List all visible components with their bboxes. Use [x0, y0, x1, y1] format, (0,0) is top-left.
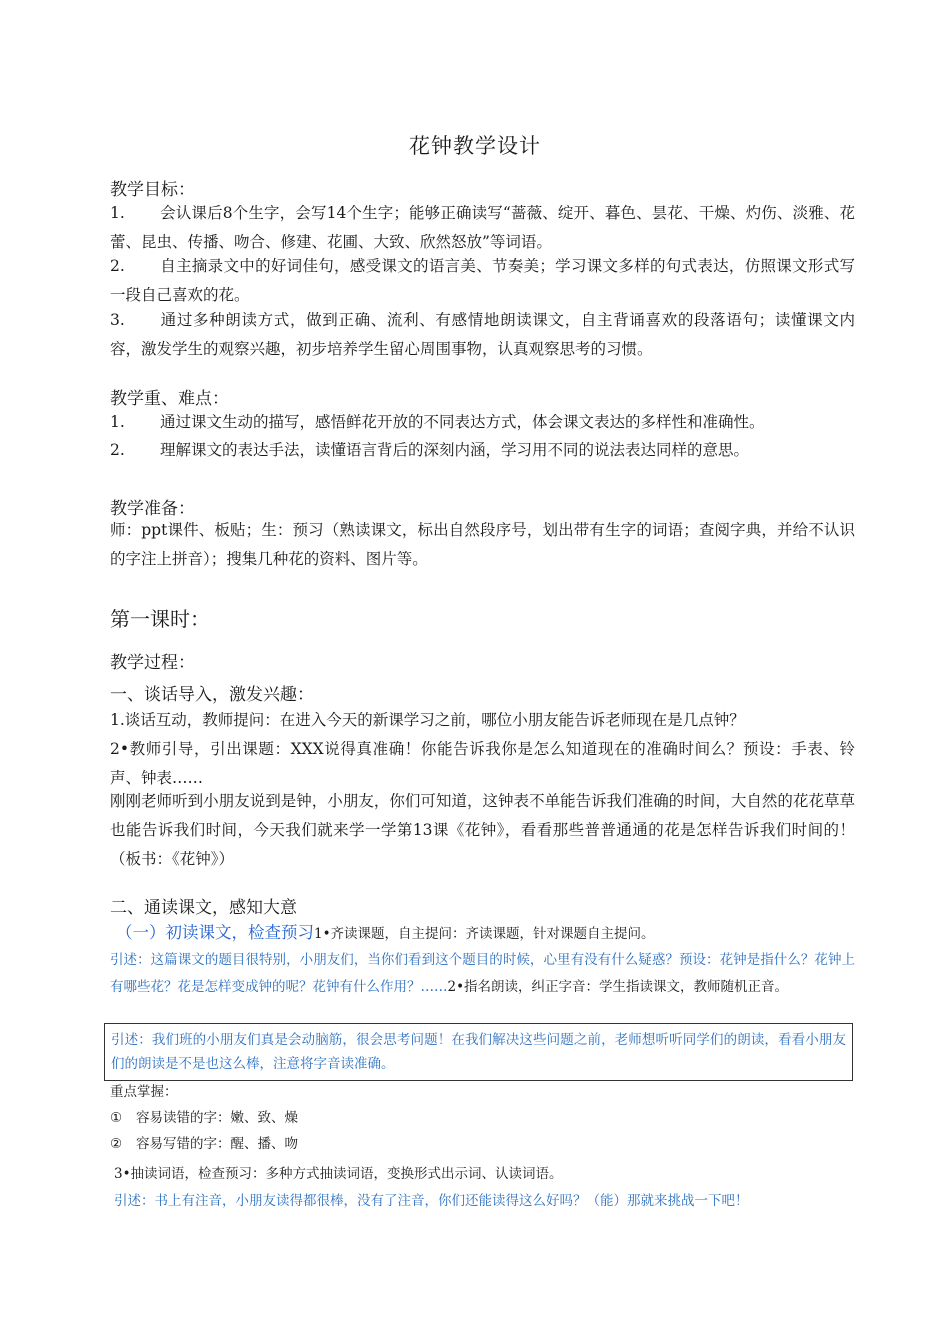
quote2-text: 引述：书上有注音，小朋友读得都很棒，没有了注音，你们还能读得这么好吗？（能）那就来挑战一下吧！ [114, 1193, 749, 1209]
keypoint-item-2-text: 理解课文的表达手法，读懂语言背后的深刻内涵，学习用不同的说法表达同样的意思。 [160, 441, 750, 459]
part2-sub-line [116, 919, 861, 948]
part1-heading: 一、谈话导入，激发兴趣： [110, 685, 314, 705]
part2-sub-rest: 1•齐读课题，自主提问：齐读课题，针对课题自主提问。 [314, 926, 655, 942]
process-heading: 教学过程： [110, 653, 195, 673]
keypoint-item-1 [110, 408, 855, 437]
goal-item-2-num: 2. [110, 257, 125, 275]
keypoints-heading: 教学重、难点： [110, 389, 229, 409]
part1-line1: 1.谈话互动，教师提问：在进入今天的新课学习之前，哪位小朋友能告诉老师现在是几点钟？ [110, 711, 745, 729]
focus-item-1-mark: ① [110, 1110, 123, 1126]
keypoint-item-1-num: 1. [110, 413, 125, 431]
goal-item-1 [110, 199, 855, 257]
goal-item-2 [110, 252, 855, 310]
part1-line2: 2•教师引导，引出课题：XXX说得真准确！你能告诉我你是怎么知道现在的准确时间么？预设：手表、铃声、钟表…… [110, 740, 855, 787]
lesson1-heading: 第一课时： [110, 607, 210, 631]
part1-line3: 刚刚老师听到小朋友说到是钟，小朋友，你们可知道，这钟表不单能告诉我们准确的时间，大自然的花花草草也能告诉我们时间，今天我们就来学一学第13课《花钟》，看看那些普普通通的花是怎样告诉我们时间的！（板书：《花钟》） [110, 792, 855, 868]
keypoint-item-2 [110, 436, 855, 465]
goal-item-1-text: 会认课后8个生字，会写14个生字；能够正确读写“蔷薇、绽开、暮色、昙花、干燥、灼伤、淡雅、花蕾、昆虫、传播、吻合、修建、花圃、大致、欣然怒放”等词语。 [110, 204, 855, 251]
goal-item-3 [110, 306, 855, 364]
step3-text: 3•抽读词语，检查预习：多种方式抽读词语，变换形式出示词、认读词语。 [114, 1166, 563, 1182]
focus-item-2 [110, 1131, 855, 1158]
prep-heading: 教学准备： [110, 499, 195, 519]
goal-item-2-text: 自主摘录文中的好词佳句，感受课文的语言美、节奏美；学习课文多样的句式表达，仿照课文形式写一段自己喜欢的花。 [110, 257, 855, 304]
focus-heading: 重点掌握： [110, 1084, 178, 1100]
prep-text: 师：ppt课件、板贴；生：预习（熟读课文，标出自然段序号，划出带有生字的词语；查阅字典，并给不认识的字注上拼音）；搜集几种花的资料、图片等。 [110, 521, 855, 568]
goal-item-3-text: 通过多种朗读方式，做到正确、流利、有感情地朗读课文，自主背诵喜欢的段落语句；读懂课文内容，激发学生的观察兴趣，初步培养学生留心周围事物，认真观察思考的习惯。 [110, 311, 855, 358]
focus-item-2-text: 容易写错的字：醒、播、吻 [136, 1136, 298, 1152]
focus-item-1-text: 容易读错的字：嫩、致、燥 [136, 1110, 298, 1126]
part2-quote1-tail: 2•指名朗读，纠正字音：学生指读课文，教师随机正音。 [447, 979, 789, 995]
keypoint-item-2-num: 2. [110, 441, 125, 459]
quote-box: 引述：我们班的小朋友们真是会动脑筋，很会思考问题！在我们解决这些问题之前，老师想听听同学们的朗读，看看小朋友们的朗读是不是也这么棒，注意将字音读准确。 [104, 1023, 853, 1081]
part2-sub-heading: （一）初读课文，检查预习 [116, 923, 314, 942]
keypoint-item-1-text: 通过课文生动的描写，感悟鲜花开放的不同表达方式，体会课文表达的多样性和准确性。 [160, 413, 765, 431]
part2-quote1: 引述：这篇课文的题目很特别，小朋友们，当你们看到这个题目的时候，心里有没有什么疑惑？预设：花钟是指什么？花钟上有哪些花？花是怎样变成钟的呢？花钟有什么作用？…… [110, 952, 855, 995]
part2-quote1-block [110, 947, 855, 1001]
part2-heading: 二、通读课文，感知大意 [110, 898, 297, 918]
goal-item-3-num: 3. [110, 311, 125, 329]
document-title: 花钟教学设计 [409, 134, 541, 158]
focus-item-1 [110, 1105, 855, 1132]
goal-item-1-num: 1. [110, 204, 125, 222]
focus-item-2-mark: ② [110, 1136, 123, 1152]
goals-heading: 教学目标： [110, 180, 195, 200]
